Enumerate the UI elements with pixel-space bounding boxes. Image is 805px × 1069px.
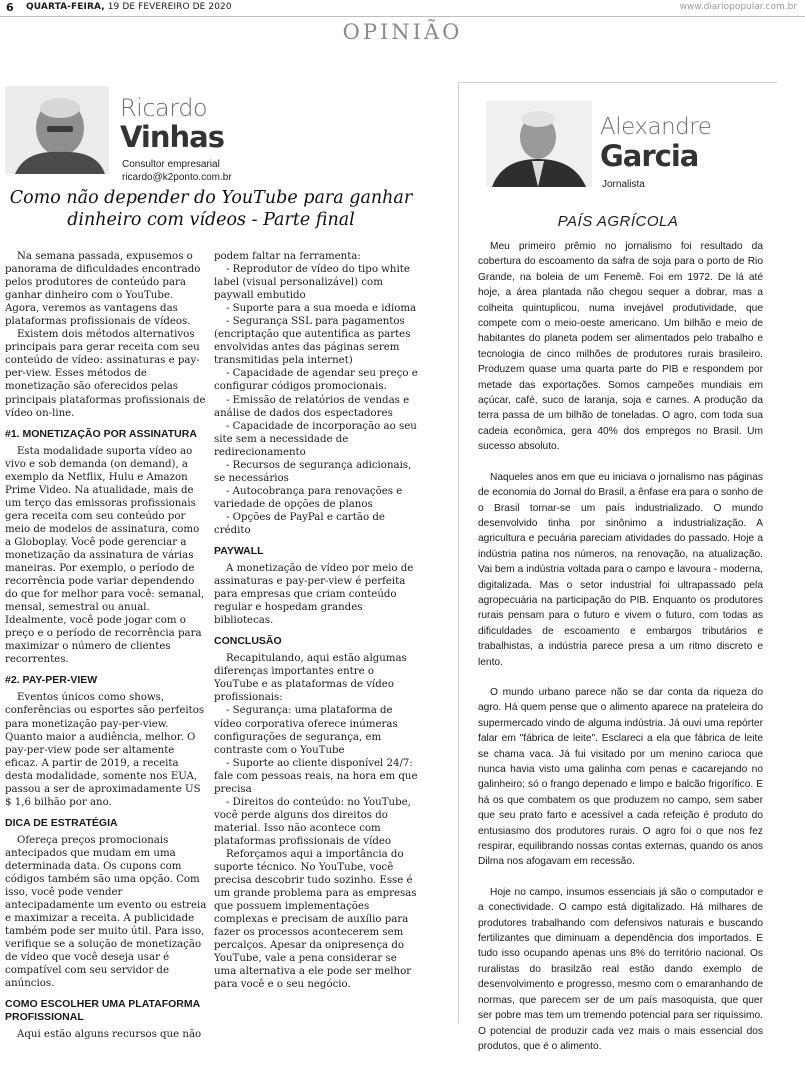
subheading: #2. PAY-PER-VIEW <box>5 674 98 687</box>
paragraph: O mundo urbano parece não se dar conta da riqueza do agro. Há quem pense que o alimento aparece na prateleira do supermercado vindo de alguma indústria. Já ouvi uma repórter falar em "fábrica de leite". Esclareci a ela que fábrica de leite se chama vaca. Já fui visitado por um menino carioca que nunca havia visto uma galinha com penas e cacarejando no galinheiro; só o frango depenado e limpo e balcão frigorífico. E há os que combatem os que produzem no campo, sem saber que seu prato farto e acessível a cada refeição é produto do entusiasmo dos produtores rurais. O agro foi o que nos fez respirar, equilibrando nossas contas externas, quando os anos Dilma nos afogavam em recessão. <box>478 686 763 868</box>
subheading: DICA DE ESTRATÉGIA <box>5 816 118 829</box>
author-last-name: Vinhas <box>120 120 224 154</box>
site-url[interactable]: www.diariopopular.com.br <box>679 2 797 12</box>
paragraph: - Segurança: uma plataforma de vídeo corporativa oferece inúmeras configurações de segurança, em contraste com o YouTube <box>214 705 398 756</box>
article-title: PAÍS AGRÍCOLA <box>557 213 679 230</box>
article-column-2 <box>214 250 420 991</box>
header-divider <box>0 16 805 17</box>
paragraph: - Direitos do conteúdo: no YouTube, você perde alguns dos direitos do material. Isso não acontece com plataformas profissionais de vídeo <box>214 796 411 847</box>
paragraph: - Segurança SSL para pagamentos (encriptação que autentifica as partes envolvidas antes das páginas serem transmitidas pela internet) <box>214 316 411 367</box>
subheading: PAYWALL <box>214 545 264 558</box>
weekday: QUARTA-FEIRA, <box>26 2 105 12</box>
paragraph: Hoje no campo, insumos essenciais já são o computador e a conectividade. O campo está digitalizado. Há milhares de produtores trabalhando com defensivos naturais e buscando fertilizantes que diminuam a dependência dos importados. E tudo isso ocupando apenas uns 8% do território nacional. Os ruralistas do brasilzão real estão dando exemplo de desenvolvimento e progresso, mesmo com o emaranhando de normas, que parecem ser de um país masoquista, que quer ser pobre mas tem um tremendo potencial para ser riquíssimo. O potencial de produzir cada vez mais o mais essencial dos produtos, que é o alimento. <box>478 886 763 1052</box>
paragraph: podem faltar na ferramenta: <box>214 251 361 262</box>
author-photo-ricardo <box>5 86 109 174</box>
paragraph: - Opções de PayPal e cartão de crédito <box>214 511 385 536</box>
page-number: 6 <box>6 1 14 14</box>
author-first-name: Alexandre <box>600 114 712 140</box>
paragraph: Eventos únicos como shows, conferências ou esportes são perfeitos para monetização pay-per-view. Quanto maior a audiência, melhor. O pay-per-view pode ser altamente eficaz. A partir de 2019, a receita desta modalidade, somente nos EUA, passou a ser de aproximadamente US $ 1,6 bilhão por ano. <box>5 692 205 808</box>
paragraph: - Capacidade de incorporação ao seu site sem a necessidade de redirecionamento <box>214 420 417 458</box>
paragraph: Aqui estão alguns recursos que não <box>17 1029 202 1041</box>
portrait-icon <box>486 101 592 187</box>
paragraph: - Reprodutor de vídeo do tipo white label (visual personalizável) com paywall embutido <box>214 264 410 302</box>
author-role: Jornalista <box>602 179 645 190</box>
paragraph: - Suporte ao cliente disponível 24/7: fale com pessoas reais, na hora em que precisa <box>214 757 418 795</box>
page-date <box>26 2 232 12</box>
article-headline: Como não depender do YouTube para ganhar dinheiro com vídeos - Parte final <box>9 188 413 230</box>
paragraph: Reforçamos aqui a importância do suporte técnico. No YouTube, você precisa descobrir tudo sozinho. Esse é um grande problema para as empresas que possuem implementações complexas e precisam de auxílio para fazer os processos acontecerem sem percalços. Apesar da onipresença do YouTube, vale a pena considerar se uma alternativa a ele pode ser melhor para você e o seu negócio. <box>214 848 417 991</box>
paragraph: - Suporte para a sua moeda e idioma <box>226 303 417 315</box>
subheading: COMO ESCOLHER UMA PLATAFORMA PROFISSIONAL <box>5 998 200 1024</box>
page-header <box>0 0 805 20</box>
author-photo-alexandre <box>486 101 592 187</box>
paragraph: - Capacidade de agendar seu preço e configurar códigos promocionais. <box>214 368 418 393</box>
paragraph: - Recursos de segurança adicionais, se necessários <box>214 459 412 484</box>
subheading: CONCLUSÃO <box>214 635 282 648</box>
subheading: #1. MONETIZAÇÃO POR ASSINATURA <box>5 427 197 440</box>
author-last-name: Garcia <box>600 139 699 173</box>
paragraph: - Autocobrança para renovações e variedade de opções de planos <box>214 485 403 510</box>
article-column-1 <box>5 250 207 1041</box>
paragraph: Esta modalidade suporta vídeo ao vivo e sob demanda (on demand), a exemplo da Netflix, Hulu e Amazon Prime Video. Na atualidade, mais de um terço das emissoras profissionais gera receita com seu conteúdo por meio de modelos de assinatura, como a Globoplay. Você pode gerenciar a monetização da assinatura de várias maneiras. Por exemplo, o período de recorrência pode variar dependendo do que for melhor para você: semanal, mensal, semestral ou anual. Idealmente, você pode jogar com o preço e o período de recorrência para maximizar o número de clientes recorrentes. <box>5 445 205 666</box>
author-role: Consultor empresarial <box>122 159 220 170</box>
author-email[interactable]: ricardo@k2ponto.com.br <box>122 172 232 183</box>
portrait-icon <box>5 86 109 174</box>
paragraph: Existem dois métodos alternativos principais para gerar receita com seu conteúdo de vídeo: assinaturas e pay-per-view. Esses métodos de monetização são oferecidos pelas principais plataformas profissionais de vídeo on-line. <box>5 329 206 419</box>
article-column-3 <box>478 239 763 1069</box>
paragraph: Naqueles anos em que eu iniciava o jornalismo nas páginas de economia do Jornal do Brasil, a ênfase era para o sonho de o Brasil tornar-se um país industrializado. O mundo desenvolvido tinha por sinônimo a industrialização. A agricultura e pecuária pareciam atividades do passado. Hoje a indústria patina nos números, na renovação, na atualização. Vai bem a indústria voltada para o campo e lavoura - moderna, digitalizada. Mas o setor industrial foi ultrapassado pela agropecuária na participação do PIB. Enquanto os produtores rurais pensam para o futuro e vivem o futuro, com todas as dificuldades de escoamento e embargos tributários e trabalhistas, a indústria parece presa a um ritmo discreto e lento. <box>478 471 763 668</box>
paragraph: Recapitulando, aqui estão algumas diferenças importantes entre o YouTube e as plataformas de vídeo profissionais: <box>214 653 407 704</box>
paragraph: A monetização de vídeo por meio de assinaturas e pay-per-view é perfeita para empresas que criam conteúdo regular e hospedam grandes bibliotecas. <box>214 563 414 627</box>
section-title: OPINIÃO <box>342 20 463 44</box>
date: 19 DE FEVEREIRO DE 2020 <box>107 2 232 12</box>
author-first-name: Ricardo <box>120 94 208 122</box>
paragraph: - Emissão de relatórios de vendas e análise de dados dos espectadores <box>214 394 410 419</box>
paragraph: Ofereça preços promocionais antecipados que mudam em uma determinada data. Os cupons com códigos também são uma opção. Com isso, você pode vender antecipadamente um evento ou estreia e maximizar a receita. A publicidade também pode ser muito útil. Para isso, verifique se a solução de monetização de vídeo que você deseja usar é compatível com seu servidor de anúncios. <box>5 834 207 990</box>
paragraph: Meu primeiro prêmio no jornalismo foi resultado da cobertura do escoamento da safra de soja para o porto de Rio Grande, na boleia de um Fenemê. Foi em 1972. De lá até hoje, a área plantada não chegou sequer a dobrar, mas a colheita quintuplicou, numa invejável produtividade, que compete com o meio-oeste americano. Um bilhão e meio de habitantes do planeta podem ser alimentados pelo trabalho e tecnologia de cinco milhões de produtores rurais brasileiro. Produzem quase uma quarta parte do PIB e respondem por metade das exportações. Somos campeões mundiais em açúcar, café, suco de laranja, soja e carnes. A produção da terra passa de um bilhão de toneladas. O agro, com toda sua cadeia econômica, gera 40% dos empregos no Brasil. Um sucesso absoluto. <box>478 241 763 453</box>
paragraph: Na semana passada, expusemos o panorama de dificuldades encontrado pelos produtores de conteúdo para ganhar dinheiro com o YouTube. Agora, veremos as vantagens das plataformas profissionais de vídeos. <box>5 251 201 328</box>
